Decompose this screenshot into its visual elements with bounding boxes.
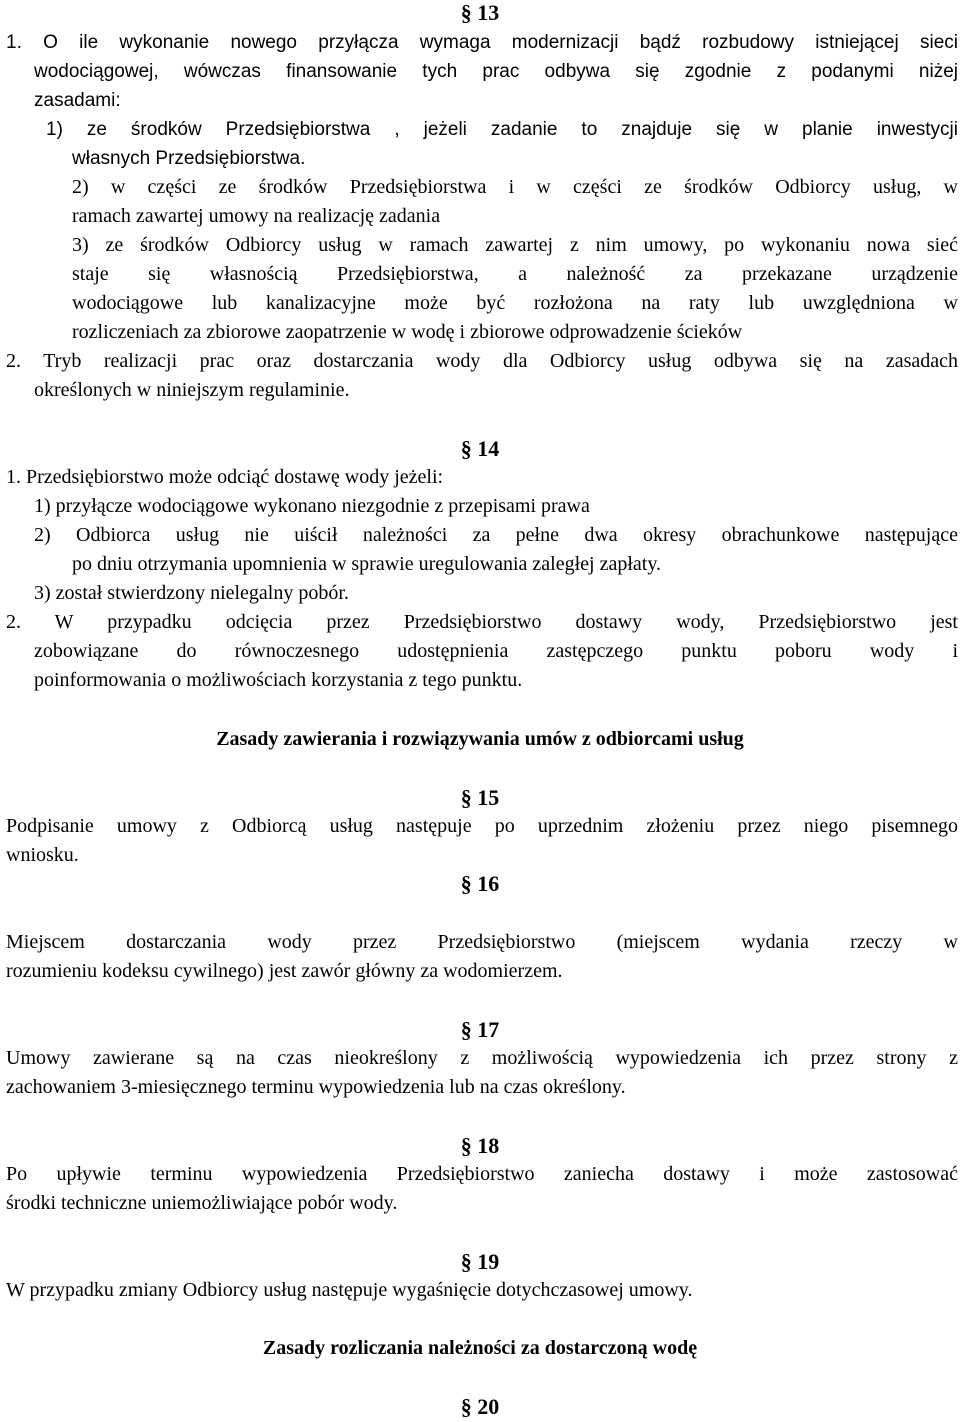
chapter-heading-contracts: Zasady zawierania i rozwiązywania umów z odbiorcami usług — [216, 728, 744, 750]
s13-p2-line2: określonych w niniejszym regulaminie. — [34, 379, 350, 401]
section-19-heading: § 19 — [460, 1249, 500, 1274]
s16-line2: rozumieniu kodeksu cywilnego) jest zawór główny za wodomierzem. — [6, 960, 563, 982]
s13-item2-line1: 2) w części ze środków Przedsiębiorstwa i w części ze środków Odbiorcy usług, w — [72, 176, 958, 198]
s14-p2-line2: zobowiązane do równoczesnego udostępnienia zastępczego punktu poboru wody i — [34, 640, 958, 662]
s13-item1-line2: własnych Przedsiębiorstwa. — [72, 148, 306, 169]
s13-p1-line1: 1. O ile wykonanie nowego przyłącza wymaga modernizacji bądź rozbudowy istniejącej sieci — [6, 32, 958, 53]
section-17-heading: § 17 — [460, 1017, 500, 1042]
s13-item3-line4: rozliczeniach za zbiorowe zaopatrzenie w wodę i zbiorowe odprowadzenie ścieków — [72, 321, 743, 343]
s17-line2: zachowaniem 3-miesięcznego terminu wypowiedzenia lub na czas określony. — [6, 1076, 626, 1098]
s14-p2-line1: 2. W przypadku odcięcia przez Przedsiębiorstwo dostawy wody, Przedsiębiorstwo jest — [6, 611, 958, 633]
s13-p1-line2: wodociągowej, wówczas finansowanie tych prac odbywa się zgodnie z podanymi niżej — [34, 61, 958, 82]
s17-line1: Umowy zawierane są na czas nieokreślony z możliwością wypowiedzenia ich przez strony z — [6, 1047, 958, 1069]
s13-item3-line2: staje się własnością Przedsiębiorstwa, a należność za przekazane urządzenie — [72, 263, 958, 285]
section-13-heading: § 13 — [460, 0, 500, 25]
s14-p2-line3: poinformowania o możliwościach korzystania z tego punktu. — [34, 669, 523, 691]
s14-item2-line2: po dniu otrzymania upomnienia w sprawie uregulowania zaległej zapłaty. — [72, 553, 662, 575]
s13-p2-line1: 2. Tryb realizacji prac oraz dostarczania wody dla Odbiorcy usług odbywa się na zasadach — [6, 350, 958, 372]
s14-item1: 1) przyłącze wodociągowe wykonano niezgodnie z przepisami prawa — [34, 495, 590, 517]
section-14-heading: § 14 — [460, 436, 500, 461]
s18-line1: Po upływie terminu wypowiedzenia Przedsiębiorstwo zaniecha dostawy i może zastosować — [6, 1163, 958, 1185]
s16-line1: Miejscem dostarczania wody przez Przedsiębiorstwo (miejscem wydania rzeczy w — [6, 931, 958, 953]
s14-item2-line1: 2) Odbiorca usług nie uiścił należności za pełne dwa okresy obrachunkowe następujące — [34, 524, 958, 546]
s13-item3-line1: 3) ze środków Odbiorcy usług w ramach zawartej z nim umowy, po wykonaniu nowa sieć — [72, 234, 958, 256]
s19-line1: W przypadku zmiany Odbiorcy usług następuje wygaśnięcie dotychczasowej umowy. — [6, 1279, 693, 1301]
s14-item3: 3) został stwierdzony nielegalny pobór. — [34, 582, 349, 604]
s13-item1-line1: 1) ze środków Przedsiębiorstwa , jeżeli zadanie to znajduje się w planie inwestycji — [46, 119, 958, 140]
chapter-heading-settlements: Zasady rozliczania należności za dostarczoną wodę — [262, 1337, 698, 1359]
s14-p1-line1: 1. Przedsiębiorstwo może odciąć dostawę wody jeżeli: — [6, 466, 444, 488]
section-16-heading: § 16 — [460, 871, 500, 896]
s13-item3-line3: wodociągowe lub kanalizacyjne może być rozłożona na raty lub uwzględniona w — [72, 292, 958, 314]
section-20-heading: § 20 — [460, 1394, 500, 1419]
section-15-heading: § 15 — [460, 785, 500, 810]
s13-p1-line3: zasadami: — [34, 90, 121, 111]
s15-line2: wniosku. — [6, 844, 79, 866]
section-18-heading: § 18 — [460, 1133, 500, 1158]
s13-item2-line2: ramach zawartej umowy na realizację zadania — [72, 205, 441, 227]
s15-line1: Podpisanie umowy z Odbiorcą usług następuje po uprzednim złożeniu przez niego pisemnego — [6, 815, 958, 837]
s18-line2: środki techniczne uniemożliwiające pobór wody. — [6, 1192, 398, 1214]
